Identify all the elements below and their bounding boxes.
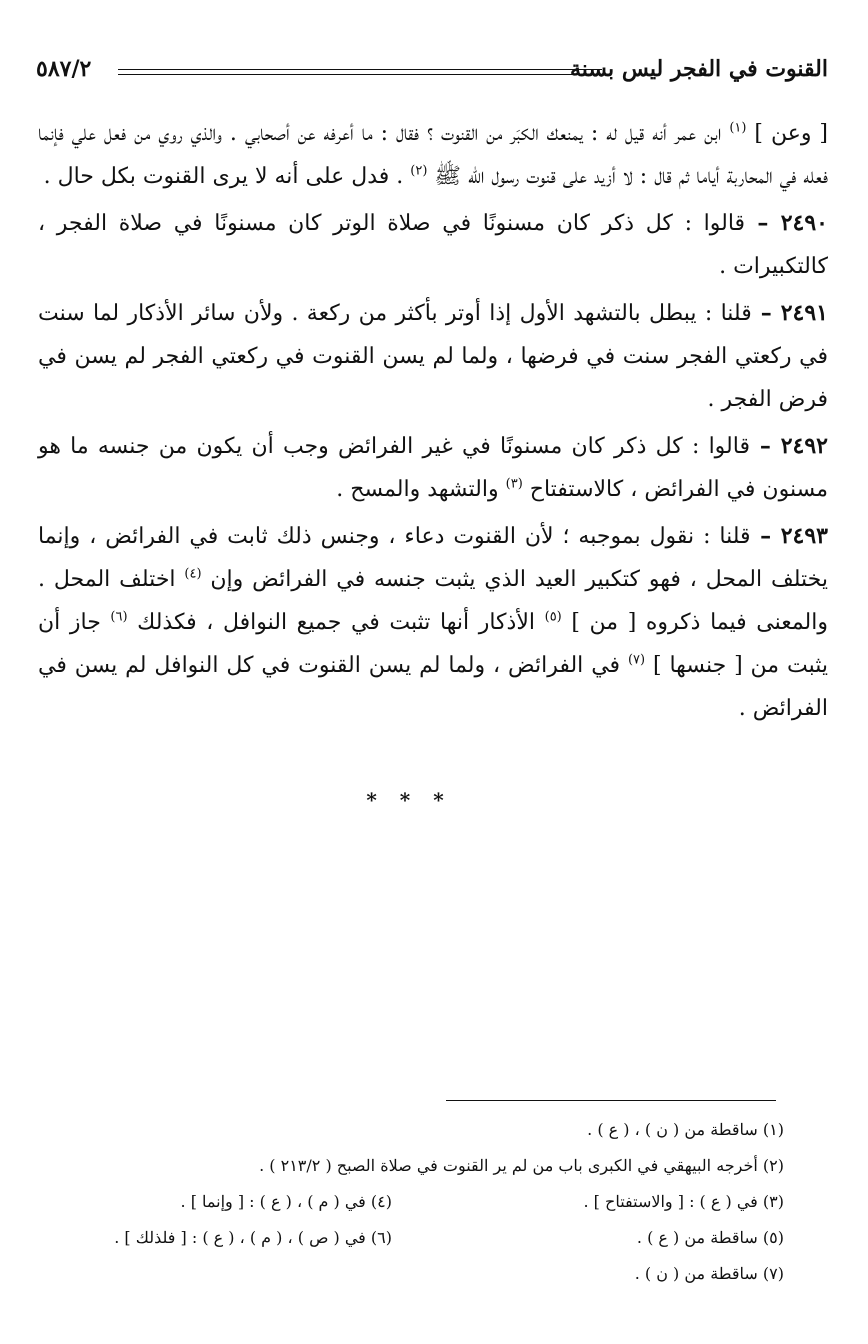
paragraph-text: قالوا : كل ذكر كان مسنونًا في غير الفرائض وجب أن يكون من جنسه ما هو مسنون في الفرائض ، كالاستفتاح	[38, 434, 828, 502]
number-dash: –	[745, 210, 781, 236]
footnote-marker: (٥)	[544, 609, 562, 625]
footnote-4: (٤) في ( م ) ، ( ع ) : [ وإنما ] .	[180, 1192, 392, 1211]
footnote-line	[60, 1220, 784, 1256]
footnote-marker: (٢)	[410, 163, 428, 179]
paragraph-number: ٢٤٩٣	[780, 523, 828, 549]
paragraph	[38, 425, 828, 511]
paragraph-text: اختلف المحل . والمعنى فيما ذكروه [ من ]	[38, 567, 829, 635]
footnote-rule	[446, 1100, 776, 1101]
footnote-line	[60, 1148, 784, 1184]
footnote-5: (٥) ساقطة من ( ع ) .	[636, 1228, 784, 1247]
paragraph-text: قلنا : نقول بموجبه ؛ لأن القنوت دعاء ، وجنس ذلك ثابت في الفرائض ، وإنما يختلف المحل ، فهو كتكبير العيد الذي يثبت جنسه في الفرائض وإن	[38, 524, 828, 592]
footnote-marker: (٣)	[505, 476, 523, 492]
footnote-marker: (٦)	[110, 609, 128, 625]
paragraph-number: ٢٤٩٢	[780, 433, 828, 459]
paragraph-number: ٢٤٩١	[780, 300, 828, 326]
paragraph-text: قالوا : كل ذكر كان مسنونًا في صلاة الوتر كان مسنونًا في صلاة الفجر ، كالتكبيرات .	[38, 211, 828, 279]
paragraph	[38, 292, 828, 421]
footnote-line	[60, 1184, 784, 1220]
footnote-marker: (١)	[729, 120, 747, 136]
footnote-line	[60, 1256, 784, 1292]
paragraph-text: في الفرائض ، ولما لم يسن القنوت في كل النوافل لم يسن في الفرائض .	[38, 653, 828, 721]
paragraph-text: الأذكار أنها تثبت في جميع النوافل ، فكذلك	[127, 610, 545, 635]
paragraph-text: قلنا : يبطل بالتشهد الأول إذا أوتر بأكثر من ركعة . ولأن سائر الأذكار لما سنت في ركعتي الفجر سنت في فرضها ، ولما لم يسن القنوت في ركعتي الفجر لم يسن في فرض الفجر .	[38, 301, 828, 412]
paragraph-text: . فدل على أنه لا يرى القنوت بكل حال .	[43, 164, 411, 189]
number-dash: –	[750, 523, 781, 549]
footnote-1: (١) ساقطة من ( ن ) ، ( ع ) .	[587, 1120, 784, 1139]
footnote-3: (٣) في ( ع ) : [ والاستفتاح ] .	[583, 1192, 784, 1211]
footnote-marker: (٤)	[184, 566, 202, 582]
paragraph-number: ٢٤٩٠	[780, 210, 828, 236]
paragraph-text: جاز أن يثبت من [ جنسها ]	[38, 610, 828, 678]
header-rule	[118, 69, 602, 75]
paragraph	[38, 515, 828, 730]
paragraph-text: والتشهد والمسح .	[336, 477, 506, 502]
footnote-6: (٦) في ( ص ) ، ( م ) ، ( ع ) : [ فلذلك ] .	[114, 1228, 392, 1247]
page-number: ٥٨٧/٢	[36, 56, 92, 82]
paragraph-text: [ وعن ]	[746, 121, 828, 146]
chapter-title: القنوت في الفجر ليس بسنة	[569, 56, 828, 82]
paragraph	[38, 202, 828, 288]
paragraph	[38, 112, 828, 198]
footnote-line	[60, 1112, 784, 1148]
number-dash: –	[749, 433, 781, 459]
number-dash: –	[751, 300, 781, 326]
body-text	[38, 112, 828, 734]
paragraph-text: ابن عمر أنه قيل له : يمنعك الكبَر من القنوت ؟ فقال : ما أعرفه عن أصحابي . والذي روي من فعل علي فإنما فعله في المحاربة أياما ثم قال : لا أزيد على قنوت رسول الله ﷺ	[38, 121, 828, 189]
footnote-marker: (٧)	[627, 652, 646, 668]
section-separator: * * *	[366, 788, 452, 812]
footnote-7: (٧) ساقطة من ( ن ) .	[634, 1264, 784, 1283]
footnote-2: (٢) أخرجه البيهقي في الكبرى باب من لم ير القنوت في صلاة الصبح ( ٢١٣/٢ ) .	[259, 1156, 784, 1175]
running-header	[36, 56, 828, 96]
footnotes	[60, 1112, 784, 1292]
